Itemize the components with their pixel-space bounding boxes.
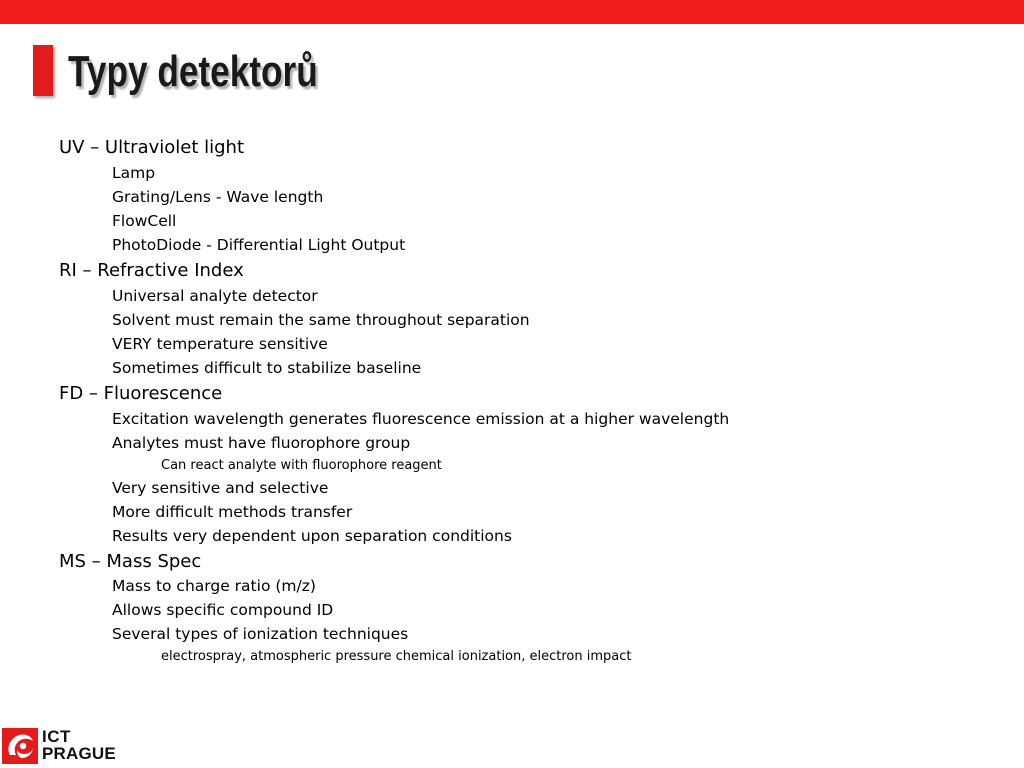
section-heading-ri: RI – Refractive Index bbox=[59, 260, 244, 281]
list-item: Grating/Lens - Wave length bbox=[112, 188, 324, 206]
list-item: Mass to charge ratio (m/z) bbox=[112, 577, 316, 595]
list-item: Lamp bbox=[112, 164, 156, 182]
section-heading-uv: UV – Ultraviolet light bbox=[59, 137, 245, 158]
sub-list-item: electrospray, atmospheric pressure chemical ionization, electron impact bbox=[161, 649, 632, 664]
list-item: PhotoDiode - Differential Light Output bbox=[112, 236, 406, 254]
top-accent-bar bbox=[0, 0, 1024, 24]
list-item: Sometimes difficult to stabilize baseline bbox=[112, 359, 422, 377]
list-item: Universal analyte detector bbox=[112, 287, 318, 305]
ict-prague-logo bbox=[2, 726, 124, 766]
sub-list-item: Can react analyte with fluorophore reagent bbox=[161, 458, 442, 473]
list-item: Allows specific compound ID bbox=[112, 601, 334, 619]
list-item: VERY temperature sensitive bbox=[112, 335, 328, 353]
slide-title: Typy detektorů bbox=[68, 47, 318, 96]
list-item: Excitation wavelength generates fluorescence emission at a higher wavelength bbox=[112, 410, 730, 428]
logo-text-line1: ICT bbox=[42, 727, 71, 746]
list-item: Solvent must remain the same throughout separation bbox=[112, 311, 530, 329]
title-marker bbox=[33, 45, 53, 96]
list-item: Analytes must have fluorophore group bbox=[112, 434, 411, 452]
section-heading-ms: MS – Mass Spec bbox=[59, 551, 202, 572]
list-item: Several types of ionization techniques bbox=[112, 625, 409, 643]
section-heading-fd: FD – Fluorescence bbox=[59, 383, 223, 404]
logo-text bbox=[42, 728, 116, 762]
list-item: Very sensitive and selective bbox=[112, 479, 329, 497]
list-item: FlowCell bbox=[112, 212, 177, 230]
logo-text-line2: PRAGUE bbox=[42, 744, 116, 763]
list-item: Results very dependent upon separation conditions bbox=[112, 527, 512, 545]
ict-prague-logo-icon bbox=[2, 728, 38, 764]
list-item: More difficult methods transfer bbox=[112, 503, 353, 521]
